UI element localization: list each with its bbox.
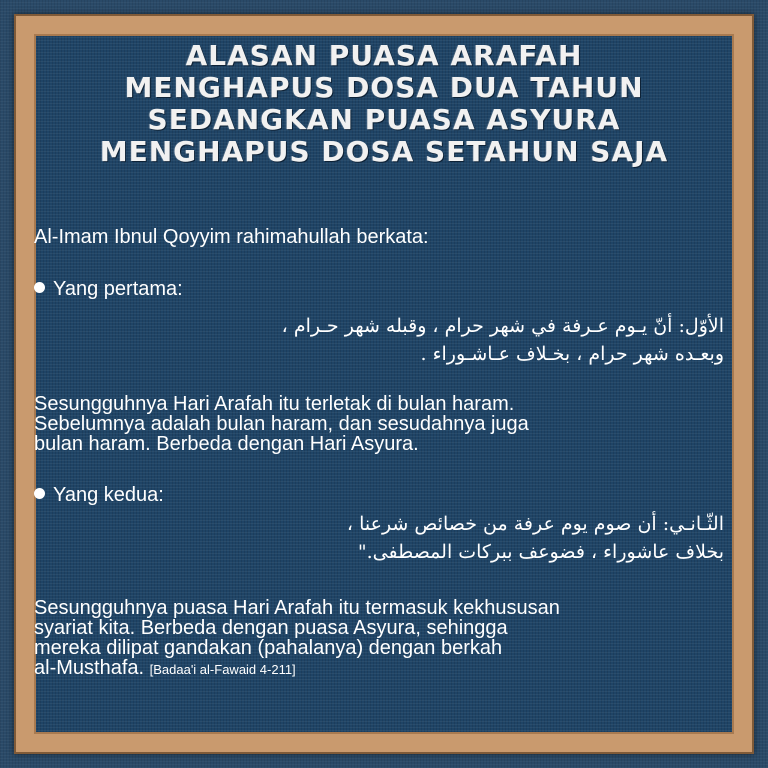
bullet-dot-icon: [34, 488, 45, 499]
title-line-3: SEDANGKAN PUASA ASYURA: [147, 103, 621, 136]
poster-title: [30, 40, 738, 168]
second-translation-line-2: syariat kita. Berbeda dengan puasa Asyura, sehingga: [34, 617, 508, 639]
source-reference: [Badaa'i al-Fawaid 4-211]: [149, 662, 296, 677]
second-arabic-line-1: الثّـانـي: أن صوم يوم عرفة من خصائص شرعنا ،: [346, 513, 724, 535]
second-arabic-line-2: بخلاف عاشوراء ، فضوعف ببركات المصطفى.": [357, 541, 724, 563]
first-translation: [34, 394, 734, 454]
first-arabic-line-2: وبعـده شهر حرام ، بخـلاف عـاشـوراء .: [420, 343, 724, 365]
second-translation-line-1: Sesungguhnya puasa Hari Arafah itu termasuk kekhususan: [34, 597, 560, 619]
second-translation-line-4: [34, 658, 734, 680]
bullet-dot-icon: [34, 282, 45, 293]
first-translation-line-1: Sesungguhnya Hari Arafah itu terletak di bulan haram.: [34, 393, 515, 415]
first-heading-label: Yang pertama:: [53, 278, 183, 300]
first-translation-line-2: Sebelumnya adalah bulan haram, dan sesudahnya juga: [34, 413, 529, 435]
second-translation-line-3: mereka dilipat gandakan (pahalanya) dengan berkah: [34, 637, 503, 659]
second-heading-label: Yang kedua:: [53, 484, 164, 506]
title-line-2: MENGHAPUS DOSA DUA TAHUN: [124, 71, 644, 104]
first-arabic-line-1: الأوّل: أنّ يـوم عـرفة في شهر حرام ، وقبله شهر حـرام ،: [281, 315, 724, 337]
second-translation-line-4-text: al-Musthafa.: [34, 657, 145, 679]
first-translation-line-3: bulan haram. Berbeda dengan Hari Asyura.: [34, 433, 419, 455]
first-point-heading: [34, 278, 183, 301]
second-arabic-text: [347, 510, 724, 566]
intro-text: Al-Imam Ibnul Qoyyim rahimahullah berkata:: [34, 226, 429, 248]
second-translation: [34, 598, 734, 680]
second-point-heading: [34, 484, 164, 507]
title-line-4: MENGHAPUS DOSA SETAHUN SAJA: [99, 135, 669, 168]
title-line-1: ALASAN PUASA ARAFAH: [185, 39, 583, 72]
first-arabic-text: [282, 312, 724, 368]
